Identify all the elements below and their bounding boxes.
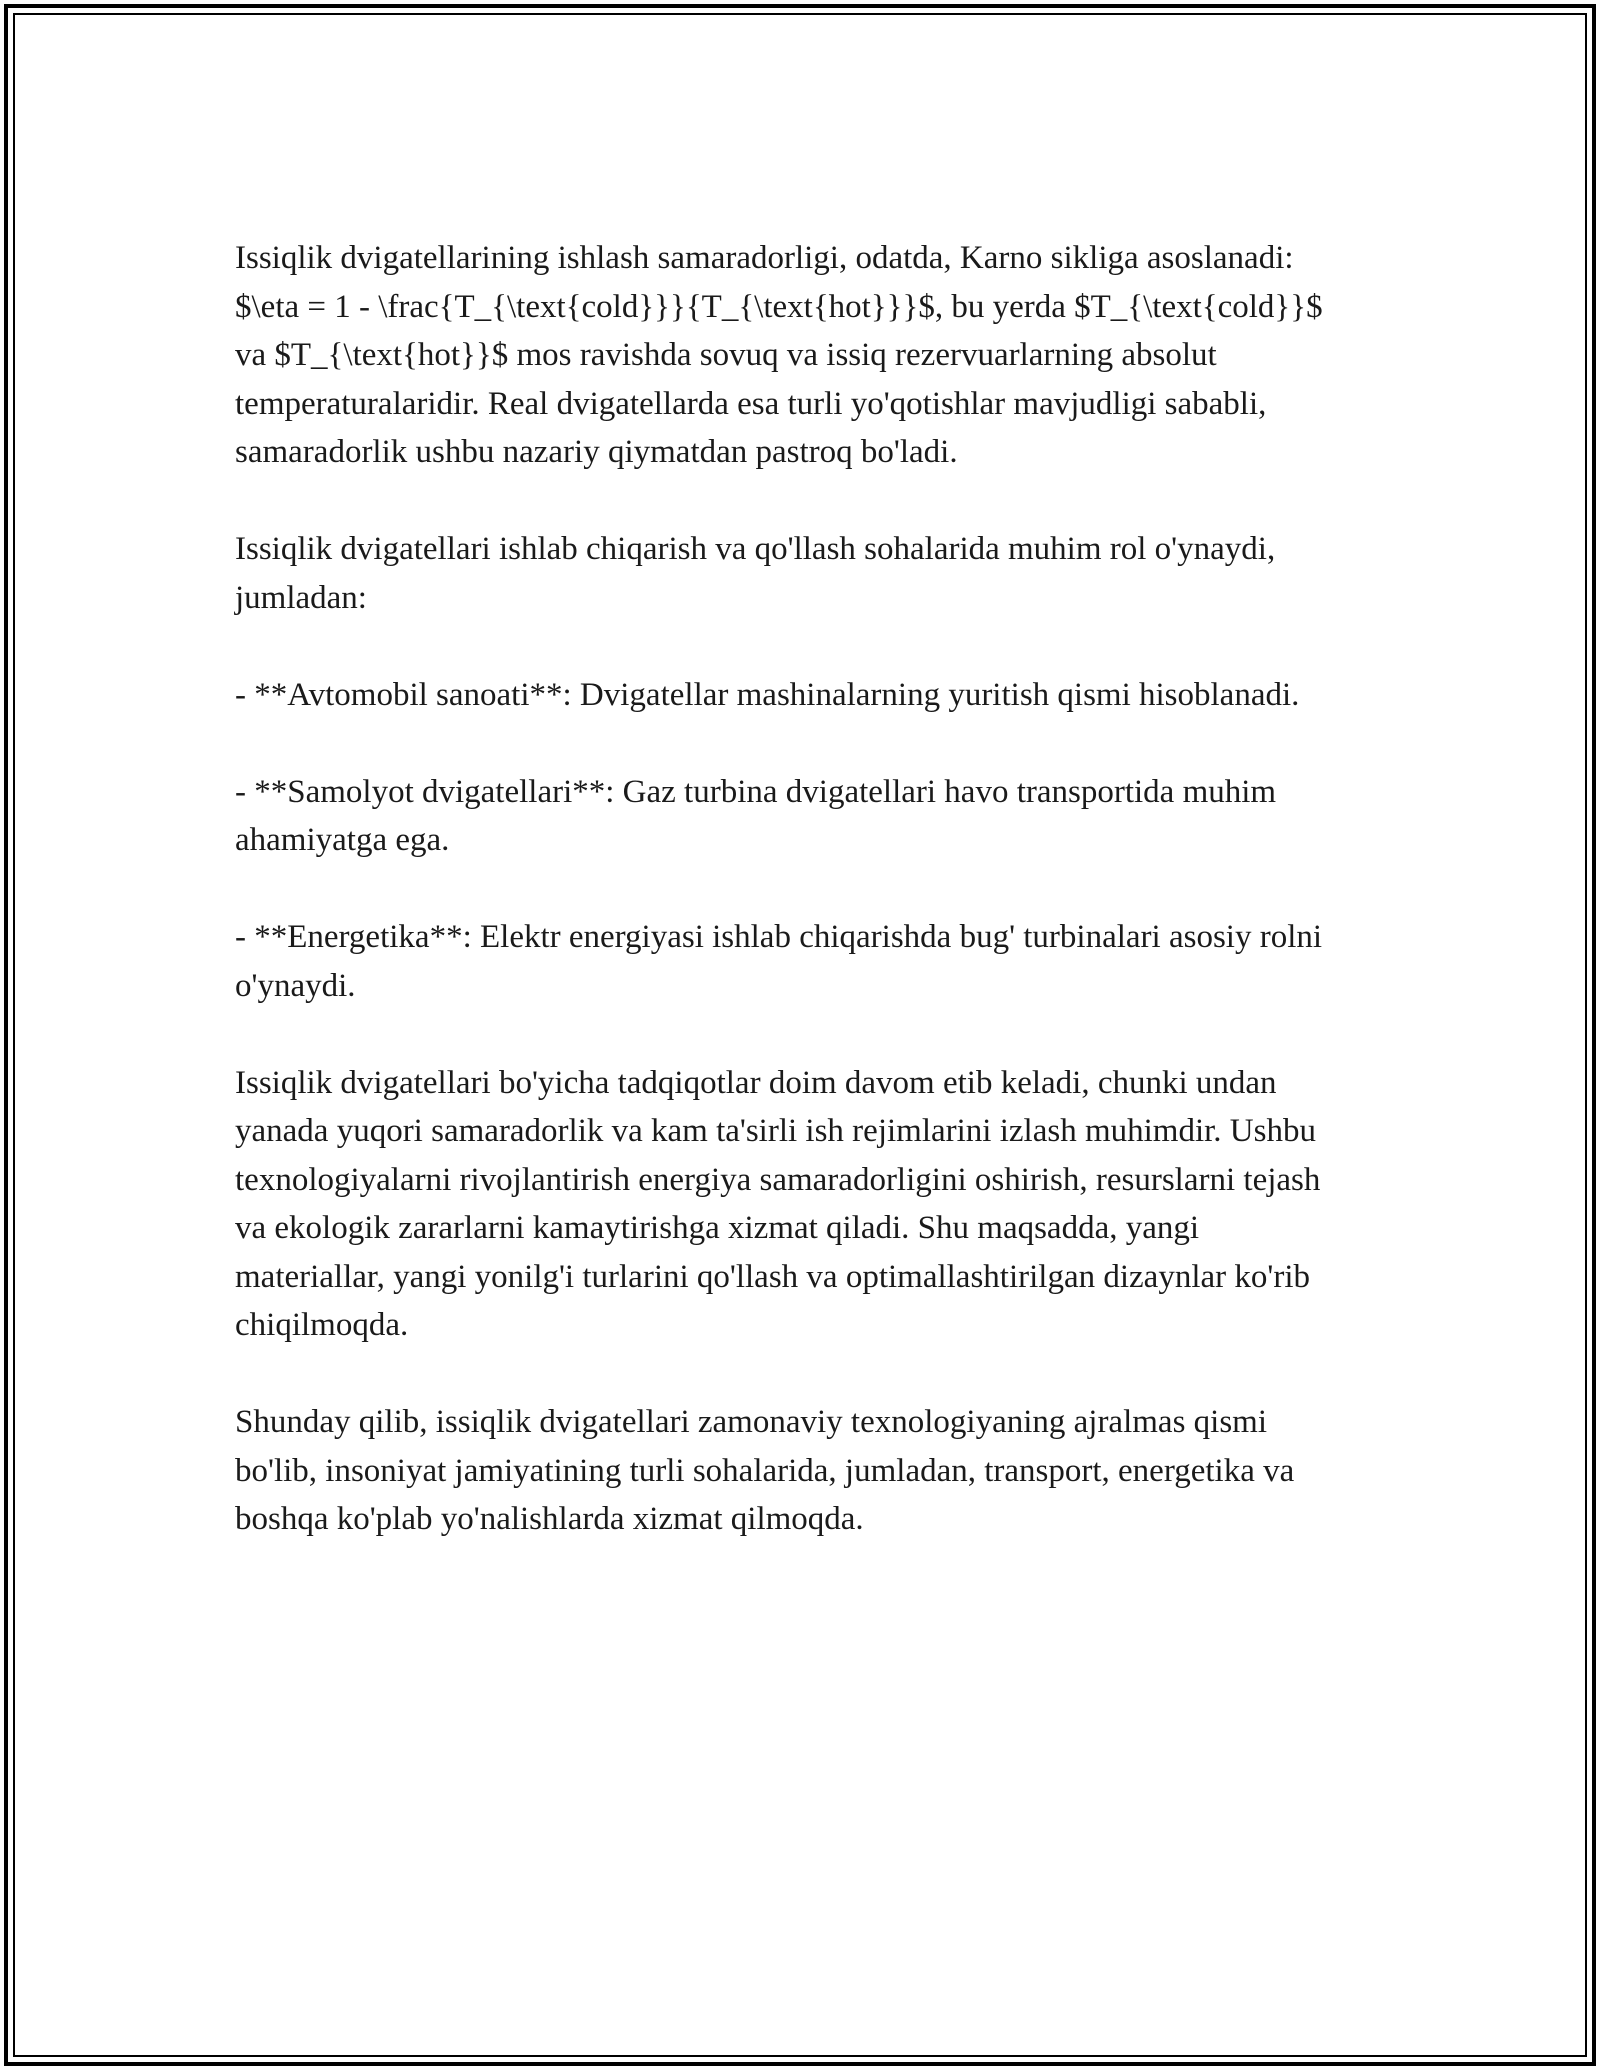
list-item-automotive: - **Avtomobil sanoati**: Dvigatellar mashinalarning yuritish qismi hisoblanadi. xyxy=(235,676,1300,713)
paragraph-applications-intro: Issiqlik dvigatellari ishlab chiqarish va qo'llash sohalarida muhim rol o'ynaydi, jumladan: xyxy=(235,531,1276,616)
document-body xyxy=(235,234,1385,1592)
paragraph-conclusion: Shunday qilib, issiqlik dvigatellari zamonaviy texnologiyaning ajralmas qismi bo'lib, insoniyat jamiyatining turli sohalarida, jumladan, transport, energetika va boshqa ko'plab yo'nalishlarda xizmat qilmoqda. xyxy=(235,1404,1295,1537)
paragraph-carnot-efficiency: Issiqlik dvigatellarining ishlash samaradorligi, odatda, Karno sikliga asoslanadi: $\eta = 1 - \frac{T_{\text{cold}}}{T_{\text{hot}}}$, bu yerda $T_{\text{cold}}$ va $T_{\text{hot}}$ mos ravishda sovuq va issiq rezervuarlarning absolut temperaturalaridir. Real dvigatellarda esa turli yo'qotishlar mavjudligi sababli, samaradorlik ushbu nazariy qiymatdan pastroq bo'ladi. xyxy=(235,240,1323,470)
paragraph-research: Issiqlik dvigatellari bo'yicha tadqiqotlar doim davom etib keladi, chunki undan yanada yuqori samaradorlik va kam ta'sirli ish rejimlarini izlash muhimdir. Ushbu texnologiyalarni rivojlantirish energiya samaradorligini oshirish, resurslarni tejash va ekologik zararlarni kamaytirishga xizmat qiladi. Shu maqsadda, yangi materiallar, yangi yonilg'i turlarini qo'llash va optimallashtirilgan dizaynlar ko'rib chiqilmoqda. xyxy=(235,1064,1321,1343)
list-item-aircraft-engines: - **Samolyot dvigatellari**: Gaz turbina dvigatellari havo transportida muhim ahamiyatga ega. xyxy=(235,773,1277,858)
list-item-energy: - **Energetika**: Elektr energiyasi ishlab chiqarishda bug' turbinalari asosiy rolni o'ynaydi. xyxy=(235,919,1323,1004)
